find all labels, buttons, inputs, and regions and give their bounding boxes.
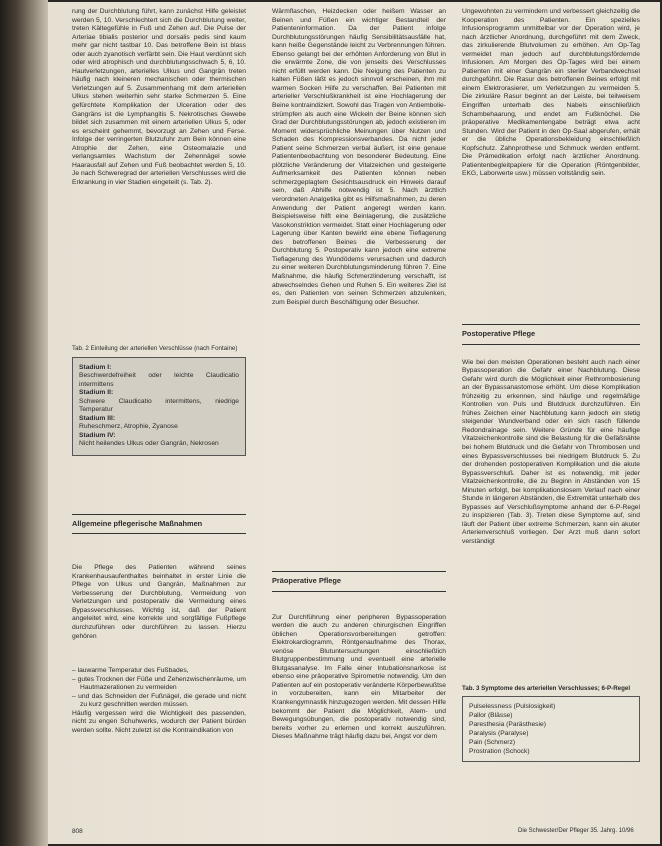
symptom-pain: Pain (Schmerz) bbox=[469, 739, 516, 747]
list-item-nails: – und das Schneiden der Fußnägel, die gerade und nicht zu kurz geschnitten werden müssen. bbox=[72, 692, 246, 709]
scan-binding-edge bbox=[0, 0, 48, 846]
stadium1-text: Beschwerdefreiheit oder leichte Claudicatio intermittens bbox=[79, 372, 239, 388]
column-middle bbox=[272, 8, 446, 836]
stadium2-text: Schwere Claudicatio intermittens, niedrige Temperatur bbox=[79, 397, 239, 414]
paragraph-shoes: Häufig vergessen wird die Wichtigkeit des passenden, nicht zu engen Schuhwerks, wodurch der Patient bürden werden sollte. Nicht zuletzt ist die Kontraindikation von bbox=[72, 709, 246, 734]
column-left bbox=[72, 8, 246, 754]
paragraph-symptoms: rung der Durchblutung führt, kann zunächst Hilfe geleistet werden 5, 10. Verschlechtert sich die Durchblutung weiter, treten Kältegefühle in Fuß und Zehen auf. Die Pulse der Arteriae tibialis posterior und dorsalis pedis sind kaum mehr gar nicht tastbar 10. Das betroffene Bein ist blass oder auch zyanotisch verfärbt sein. Die Haut verdünnt sich oder wird atrophisch und durchblutungsschwach 5, 6, 10. Hautverletzungen, arterielles Ulkus und Gangrän treten häufig nach kleineren mechanischen oder thermischen Verletzungen auf 5. Zusammenhang mit dem arteriellen Ulkus stehen weiterhin sehr starke Schmerzen 5. Eine gefürchtete Komplikation der Ulceration oder des Gangräns ist die Lymphangitis 5. Nekrotisches Gewebe bildet sich zusammen mit einem arteriellen Ulkus 5, oder es erscheint gehemmt, bevorzugt an Zehen und Ferse. Infolge der verringerten Blutzufuhr zum Bein können eine Atrophie der Zehen, eine Osteomalazie und verlangsamtes Wachstum der Zehennägel sowie Haarausfall auf Zehen und Fuß beobachtet werden 5, 10. Je nach Schweregrad der arteriellen Verschlusses wird die Erkrankung in vier Stadien eingeteilt (s. Tab. 2). bbox=[72, 8, 246, 186]
stadium4-text: Nicht heilendes Ulkus oder Gangrän, Nekrosen bbox=[79, 440, 219, 448]
paragraph-preoperative: Zur Durchführung einer peripheren Bypassoperation werden die auch zu anderen chirurgischen Eingriffen üblichen Operationsvorbereitungen getroffen: Elektrokardiogramm, Röntgenaufnahme des Thorax, venöse Blutuntersuchungen einschließlich Blutgruppenbestimmung und eventuell eine arterielle Blutgasanalyse. Im Falle einer Intubationsnarkose ist ebenso eine präoperative Spirometrie notwendig. Um den Patienten auf ein postoperativ veränderte Körperbewußtse in vorzubereiten, kann ein Mitarbeiter der Krankengymnastik hinzugezogen werden. Mit dessen Hilfe bekommt der Patient die Möglichkeit, Atem- und Bewegungsübungen, die postoperativ notwendig sind, bereits vorher zu erlernen und korrekt auszuführen. Dieses Maßnahme trägt häufig dazu bei, Angst vor dem bbox=[272, 613, 446, 741]
symptom-paresthesia: Paresthesia (Parästhesie) bbox=[469, 721, 546, 729]
list-item-drying: – gutes Trocknen der Füße und Zehenzwischenräume, um Hautmazerationen zu vermeiden bbox=[72, 675, 246, 692]
symptom-pulselessness: Pulselessness (Pulslosigkeit) bbox=[469, 703, 556, 711]
symptom-prostration: Prostration (Schock) bbox=[469, 748, 530, 756]
table3-caption: Tab. 3 Symptome des arteriellen Verschlusses; 6-P-Regel bbox=[462, 684, 631, 692]
table2-caption: Tab. 2 Einteilung der arteriellen Verschlüsse (nach Fontaine) bbox=[72, 345, 238, 352]
page-number: 808 bbox=[72, 828, 83, 835]
paragraph-postoperative: Wie bei den meisten Operationen besteht auch nach einer Bypassoperation die Gefahr einer Nachblutung. Diese Gefahr wird durch die Möglichkeit einer Rethrombosierung an der Bypassanastomose erhöht. Um diese Komplikation frühzeitig zu erkennen, sind häufige und regelmäßige Kontrollen von Puls und Blutdruck durchzuführen. Ein frühes Zeichen einer Nachblutung kann jedoch ein stetig steigender Wundverband oder ein sich rasch füllende Redondrainage sein. Weitere Gründe für eine häufige Vitalzeichenkontrolle sind die Belastung für die Gefäßnähte bei hohem Blutdruck und die Gefahr von Thrombosen und eines Bypassverschlusses bei niedrigem Blutdruck 5. Zu der drohenden postoperativen Komplikation und die akute Bypassverschluß. Daher ist es notwendig, mit jeder Vitalzeichenkontrolle, die zu Beginn in Abständen von 15 Minuten erfolgt, bei komplikationslosem Verlauf nach einer Stunde in längeren Abständen, die Extremität unterhalb des Bypasses auf Verschlußsymptome anhand der 6-P-Regel zu inspizieren (Tab. 3). Treten diese Symptome auf, sind läuft der Patient über extreme Schmerzen, kann ein akuter Arterienverschluß vorliegen. Der Arzt muß dann sofort verständigt bbox=[462, 358, 640, 546]
column-right bbox=[462, 8, 640, 762]
paragraph-preop-continued: Ungewohnten zu vermindern und verbessert gleichzeitig die Kooperation des Patienten. Ein spezielles Infusionsprogramm unmittelbar vor der Operation wird, je nach ärztlicher Anordnung, durchgeführt mit dem Zweck, das zirkulierende Blutvolumen zu erhöhen. Am Op-Tag vermeidet man jedoch auf durchblutungsfördernde Infusionen. Am Morgen des Op-Tages wird bei einem Patienten mit einer Gangrän ein steriler Verbandwechsel durchgeführt. Die Rasur des betroffenen Beines erfolgt mit einem Elektrorasierer, um Verletzungen zu vermeiden 5. Die zirkuläre Rasur beginnt an der Leiste, bei teilweisem Eingriffen unterhalb des Nabels einschließlich Schambehaarung, und endet am Fußknöchel. Die präoperative Medikamentengabe beträgt etwa acht Stunden. Wird der Patient in den Op-Saal abgerufen, erhält er die übliche Operationsbekleidung einschließlich Kopfschutz. Zahnprothese und Schmuck werden entfernt. Die Prämedikation erfolgt nach ärztlicher Anordnung. Patientenbegleitpapiere für die Operation (Röntgenbilder, EKG, Laborwerte usw.) müssen vollständig sein. bbox=[462, 8, 640, 178]
paragraph-general-care: Die Pflege des Patienten während seines Krankenhausaufenthaltes beinhaltet in erster Linie die Pflege von Ulkus und Gangrän, Maßnahmen zur Verbesserung der Durchblutung, Vermeidung von Verletzungen und postoperativ die Vermeidung eines Bypassverschlusses. Wichtig ist, daß der Patient angeleitet wird, eine korrekte und sorgfältige Fußpflege durchzuführen oder durchführen zu lassen. Hierzu gehören bbox=[72, 564, 246, 640]
list-item-footbath: – lauwarme Temperatur des Fußbades, bbox=[72, 667, 189, 675]
heading-postoperative-care: Postoperative Pflege bbox=[462, 324, 640, 345]
document-page bbox=[48, 2, 660, 844]
paragraph-care-measures: Wärmflaschen, Heizdecken oder heißem Wasser an Beinen und Füßen ein wichtiger Bestandteil der Patienteninformation. Da der Patient infolge Durchblutungsstörungen häufig Sensibilitätsausfälle hat, kann heiße Gegenstände leicht zu Verbrennungen führen. Ebenso gelangt bei der erhöhten Anforderung von Blut in die erwärmte Zone, die von jenseits des Verschlusses nicht erfüllt werden kann. Die Neigung des Patienten zu kalten Füßen läßt es jedoch sinnvoll erscheinen, ihm mit warmen Socken Hilfe zu verschaffen. Bei Patienten mit arterieller Verschlußkrankheit ist eine Hochlagerung der Beine kontraindiziert. Sowohl das Tragen von Antiembolie-strümpfen als auch eine Wickeln der Beine können sich Grad der Durchblutungsstörungen ab, jedoch existieren im Moment widersprüchliche Meinungen über Nutzen und Schaden des Kompressionsverbandes. Da nicht jeder Patient seine Schmerzen verbal äußert, ist eine genaue Patientenbeobachtung von besonderer Bedeutung. Eine plötzliche Veränderung der Vitalzeichen und gesteigerte Aufmerksamkeit des Patienten können neben schmerzgeplagtem Gesichtsausdruck ein Hinweis darauf sein, daß Abhilfe notwendig ist 5. Nach ärztlich verordneten Analgetika gibt es Hilfsmaßnahmen, zu deren Anwendung der Patient angeregt werden kann. Beispielsweise hilft eine Beinlagerung, die zusätzliche Vasokonstriktion vermeidet. Statt einer Hochlagerung oder Lagerung über Kanten bewirkt eine ebene Tieflagerung des betroffenen Beines die Verbesserung der Durchblutung 5. Postoperativ kann jedoch eine extreme Tieflagerung des Wundödems verursachen und dadurch zu einer weiteren Durchblutungsminderung führen 7. Eine Maßnahme, die häufig Schmerzlinderung verschafft, ist abwechselndes Gehen und Ruhen 5. Ein weiteres Ziel ist es, den Patienten von seinen Schmerzen abzulenken, zum Beispiel durch Beschäftigung oder Besucher. bbox=[272, 8, 446, 306]
heading-general-care: Allgemeine pflegerische Maßnahmen bbox=[72, 514, 246, 535]
journal-footer: Die Schwester/Der Pfleger 35. Jahrg. 10/96 bbox=[518, 828, 634, 834]
stadium3-label: Stadium III: bbox=[79, 414, 116, 422]
six-p-rule-box bbox=[462, 696, 640, 762]
stadium1-label: Stadium I: bbox=[79, 363, 112, 371]
stadium4-label: Stadium IV: bbox=[79, 431, 116, 439]
symptom-paralysis: Paralysis (Paralyse) bbox=[469, 730, 529, 738]
stadium3-text: Ruheschmerz, Atrophie, Zyanose bbox=[79, 423, 178, 431]
fontaine-stages-box bbox=[72, 357, 246, 456]
stadium2-label: Stadium II: bbox=[79, 389, 114, 397]
heading-preoperative-care: Präoperative Pflege bbox=[272, 571, 446, 592]
symptom-pallor: Pallor (Blässe) bbox=[469, 712, 513, 720]
